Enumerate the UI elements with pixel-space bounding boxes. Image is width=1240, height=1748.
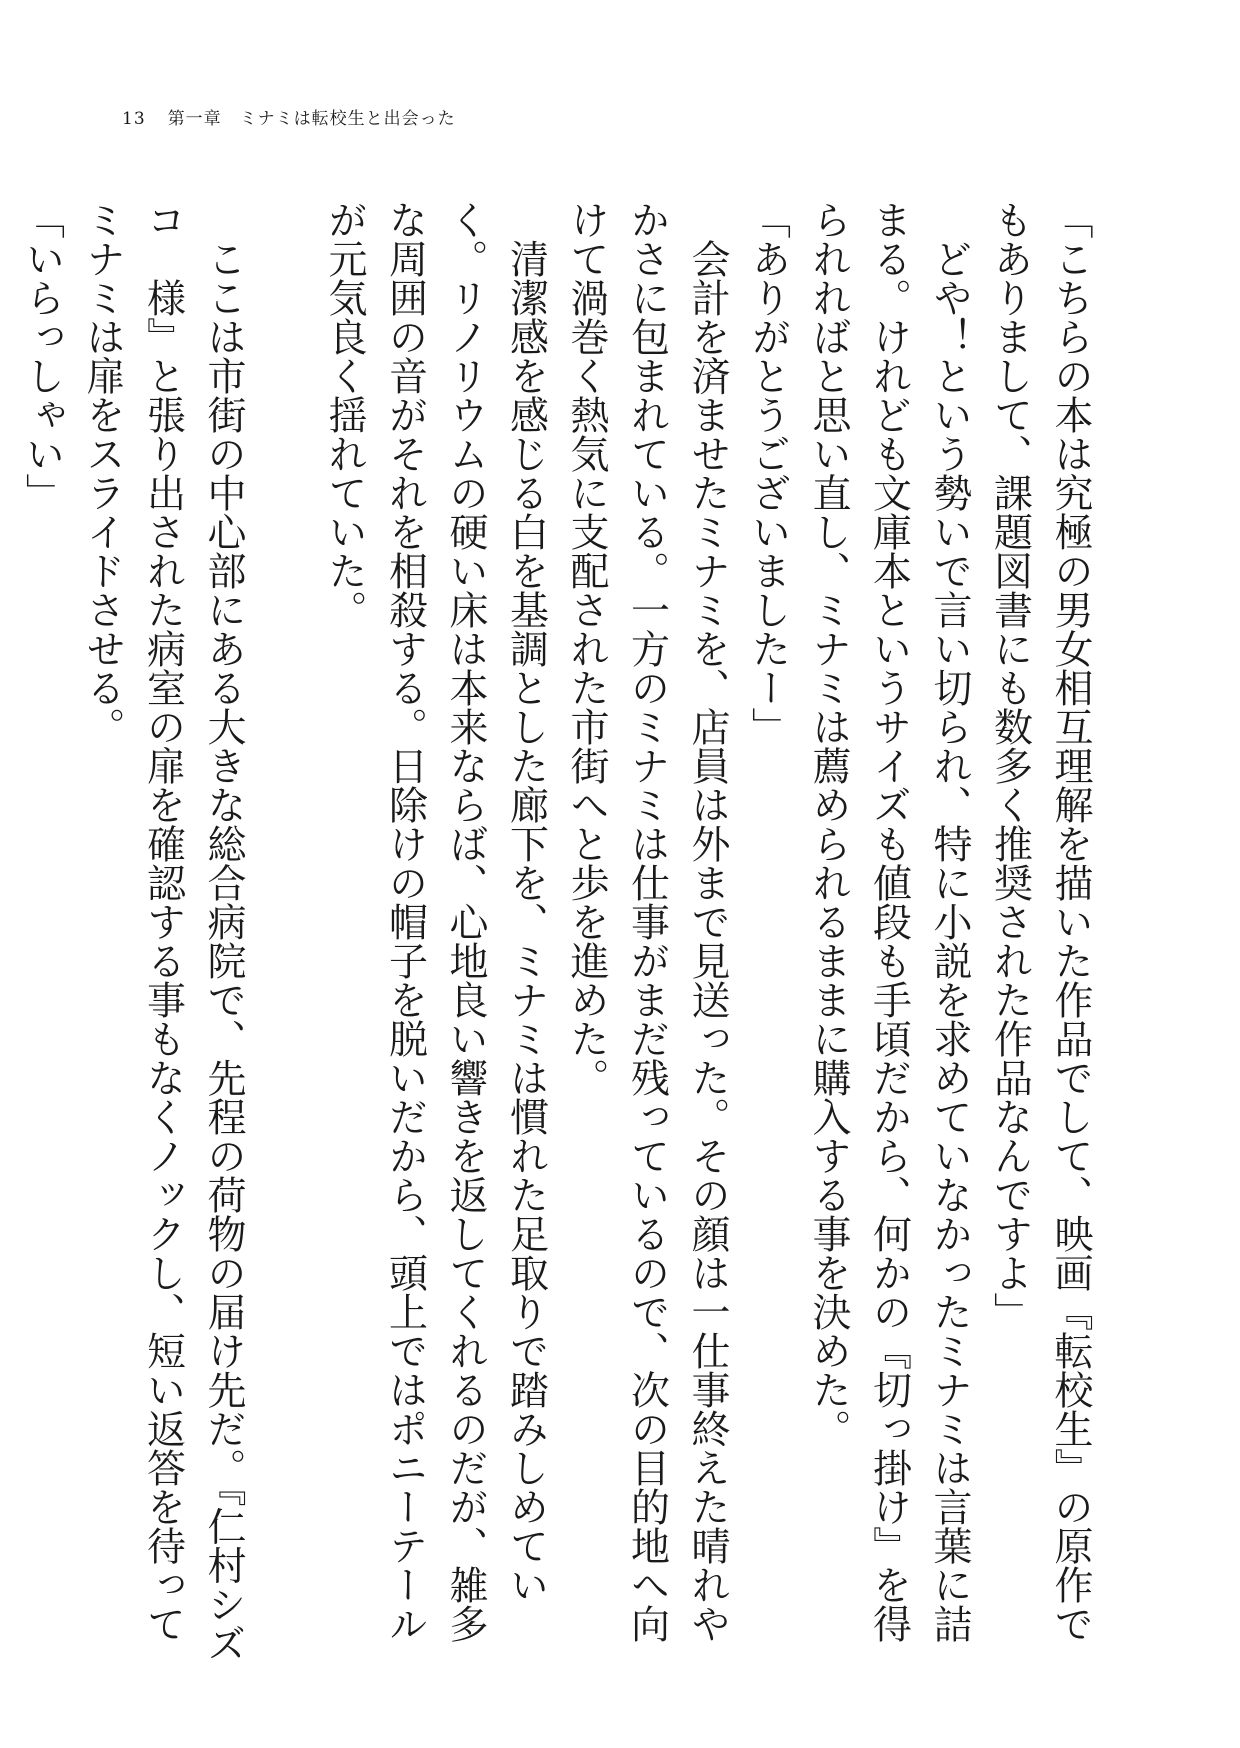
chapter-title: 第一章 ミナミは転校生と出会った bbox=[167, 109, 456, 129]
paragraph-dialogue-3: 「ありがとうございましたー」 bbox=[745, 200, 791, 746]
page-number: 13 bbox=[122, 109, 146, 129]
body-text bbox=[19, 200, 1100, 1670]
paragraph-6: ここは市街の中心部にある大きな総合病院で、先程の荷物の届け先だ。『仁村シズコ 様』と張り出された病室の扉を確認する事もなくノックし、短い返答を待ってミナミは扉をスライドさせる。 bbox=[80, 200, 246, 1663]
paragraph-5: 清潔感を感じる白を基調とした廊下を、ミナミは慣れた足取りで踏みしめていく。リノリウムの硬い床は本来ならば、心地良い響きを返してくれるのだが、雑多な周囲の音がそれを相殺する。日除けの帽子を脱いだから、頭上ではポニーテールが元気良く揺れていた。 bbox=[322, 200, 549, 1643]
paragraph-dialogue-7: 「いらっしゃい」 bbox=[19, 200, 65, 512]
paragraph-4: 会計を済ませたミナミを、店員は外まで見送った。その顔は一仕事終えた晴れやかさに包まれている。一方のミナミは仕事がまだ残っているので、次の目的地へ向けて渦巻く熱気に支配された市街へと歩を進めた。 bbox=[564, 200, 730, 1643]
paragraph-2: どや！という勢いで言い切られ、特に小説を求めていなかったミナミは言葉に詰まる。けれども文庫本というサイズも値段も手頃だから、何かの『切っ掛け』を得られればと思い直し、ミナミは薦められるままに購入する事を決めた。 bbox=[806, 200, 972, 1643]
paragraph-dialogue-1: 「こちらの本は究極の男女相互理解を描いた作品でして、映画『転校生』の原作でもありまして、課題図書にも数多く推奨された作品なんですよ」 bbox=[987, 200, 1093, 1643]
running-head bbox=[122, 104, 456, 129]
